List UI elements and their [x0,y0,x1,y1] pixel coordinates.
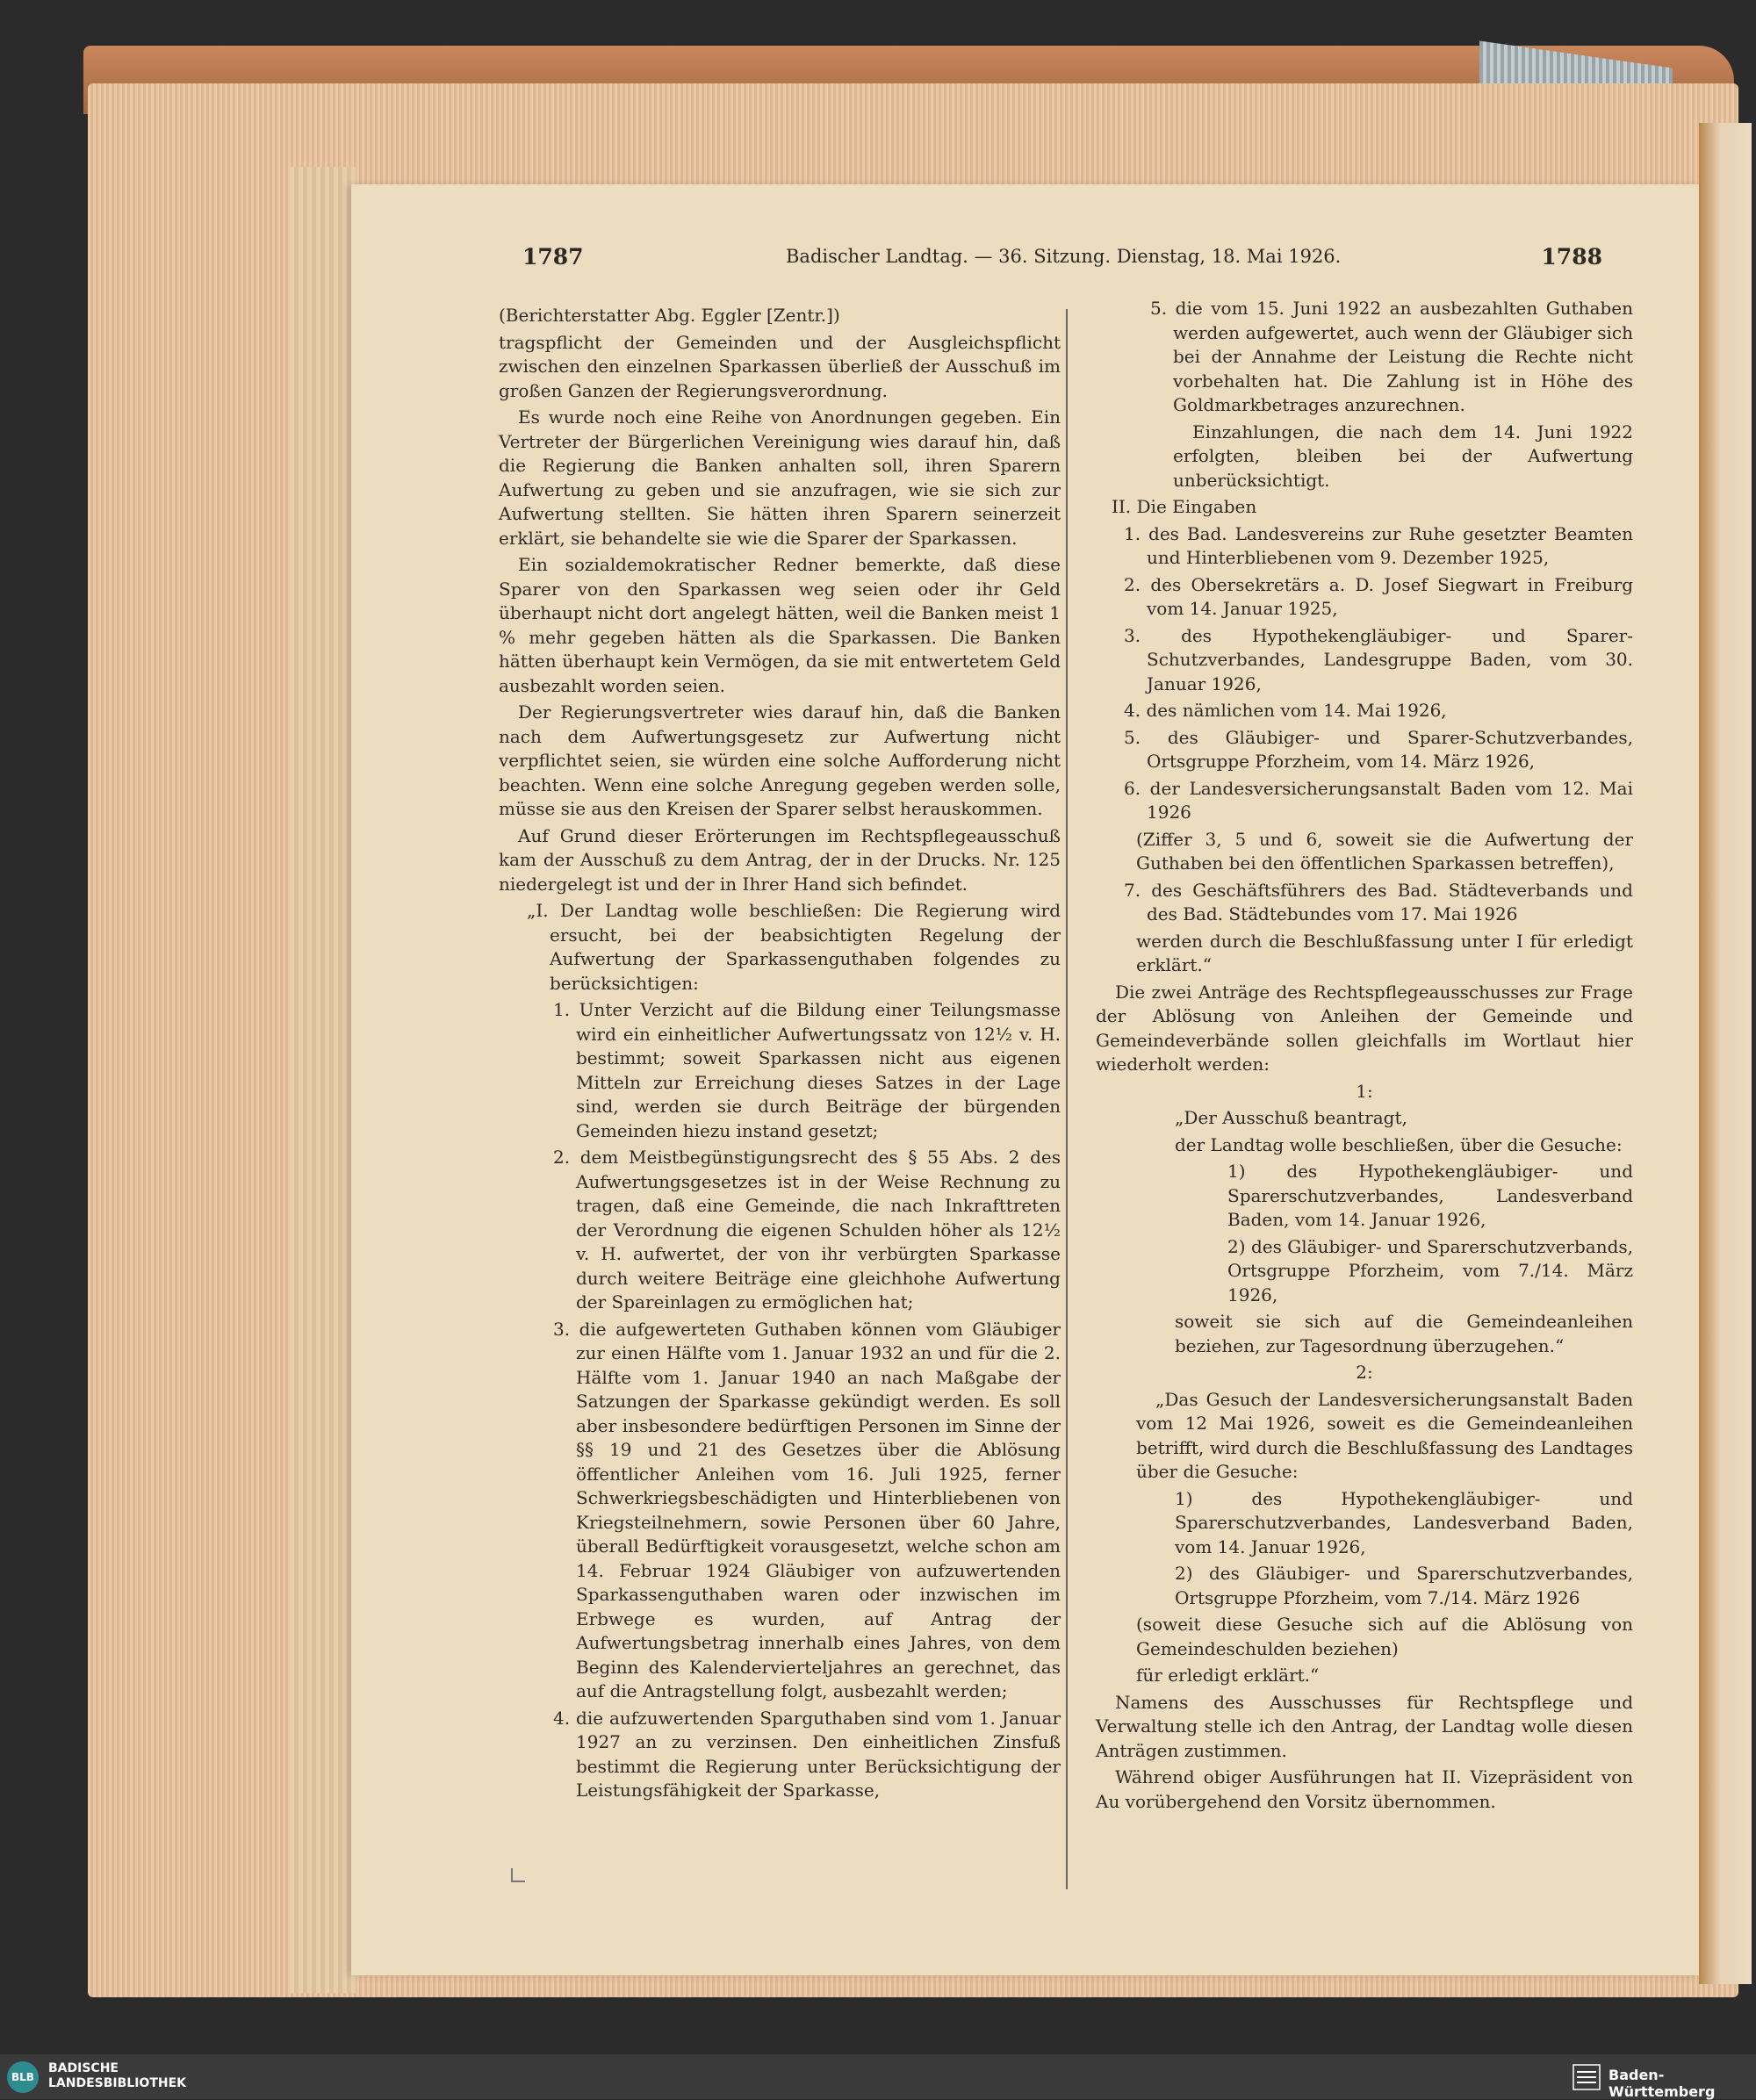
page-stack-shadow [290,167,356,1993]
motion-text: „Der Ausschuß beantragt, [1175,1107,1407,1128]
section-heading: II. Die Eingaben [1112,496,1257,517]
running-title: Badischer Landtag. — 36. Sitzung. Dienstag, 18. Mai 1926. [786,246,1342,267]
petition-item: 3. des Hypothekengläubiger- und Sparer-Schutzverbandes, Landesgruppe Baden, vom 30. Januar 1926, [1124,624,1633,694]
page-number-right: 1788 [1541,244,1602,270]
motion-item: 2) des Gläubiger- und Sparerschutzverbands, Ortsgruppe Pforzheim, vom 7./14. März 1926, [1227,1235,1633,1305]
motion-text: der Landtag wolle beschließen, über die Gesuche: [1175,1133,1623,1155]
library-name[interactable] [48,2061,186,2091]
library-name-line2: LANDESBIBLIOTHEK [48,2076,187,2090]
blb-logo-icon[interactable]: BLB [7,2061,39,2093]
motion-text: „Das Gesuch der Landesversicherungsanstalt Baden vom 12 Mai 1926, soweit es die Gemeindeanleihen betrifft, wird durch die Beschlußfassung des Landtages über die Gesuche: [1136,1388,1633,1482]
paragraph: werden durch die Beschlußfassung unter I für erledigt erklärt.“ [1136,930,1633,975]
viewer-footer [0,2054,1756,2099]
motion-item: 1) des Hypothekengläubiger- und Sparerschutzverbandes, Landesverband Baden, vom 14. Januar 1926, [1175,1487,1633,1557]
resolution-item: 5. die vom 15. Juni 1922 an ausbezahlten Guthaben werden aufgewertet, auch wenn der Gläubiger sich bei der Annahme der Leistung die Rechte nicht vorbehalten hat. Die Zahlung ist in Höhe des Goldmarkbetrages anzurechnen. [1150,298,1633,415]
motion-text: (soweit diese Gesuche sich auf die Ablösung von Gemeindeschulden beziehen) [1136,1614,1633,1659]
paragraph: Ein sozialdemokratischer Redner bemerkte, daß diese Sparer von den Sparkassen weg seien oder ihr Geld überhaupt nicht dort angelegt hätten, weil die Banken meist 1 % mehr gegeben hätten als die Sparkassen. Die Banken hätten überhaupt kein Vermögen, da sie mit entwertetem Geld ausbezahlt worden seien. [499,554,1061,696]
petition-item: 2. des Obersekretärs a. D. Josef Siegwart in Freiburg vom 14. Januar 1925, [1124,573,1633,619]
resolution-item: 4. die aufzuwertenden Sparguthaben sind vom 1. Januar 1927 an zu verzinsen. Den einheitlichen Zinsfuß bestimmt die Regierung unter Berücksichtigung der Leistungsfähigkeit der Sparkasse, [553,1707,1061,1801]
paragraph: Auf Grund dieser Erörterungen im Rechtspflegeausschuß kam der Ausschuß zu dem Antrag, der in der Drucks. Nr. 125 niedergelegt ist und der in Ihrer Hand sich befindet. [499,824,1061,895]
state-label[interactable]: Baden-Württemberg [1608,2067,1716,2100]
library-name-line1: BADISCHE [48,2061,119,2075]
speaker-note: (Berichterstatter Abg. Eggler [Zentr.]) [499,305,840,326]
resolution-intro: „I. Der Landtag wolle beschließen: Die Regierung wird ersucht, bei der beabsichtigten Regelung der Aufwertung der Sparkassenguthaben folgendes zu berücksichtigen: [527,900,1061,994]
motion-number: 1: [1356,1080,1373,1102]
resolution-item: 2. dem Meistbegünstigungsrecht des § 55 Abs. 2 des Aufwertungsgesetzes ist in der Weise Rechnung zu tragen, daß eine Gemeinde, die nach Inkrafttreten der Verordnung die eigenen Schulden höher als 12½ v. H. aufwertet, der von ihr verbürgten Sparkasse durch weitere Beiträge eine gleichhohe Aufwertung der Spareinlagen zu ermöglichen hat; [553,1147,1061,1312]
column-divider [1066,309,1068,1889]
corner-mark [511,1868,525,1882]
right-column [1096,297,1633,1816]
baden-wuerttemberg-crest-icon[interactable] [1572,2063,1601,2091]
petition-item: 5. des Gläubiger- und Sparer-Schutzverbandes, Ortsgruppe Pforzheim, vom 14. März 1926, [1124,726,1633,772]
resolution-item: 1. Unter Verzicht auf die Bildung einer Teilungsmasse wird ein einheitlicher Aufwertungssatz von 12½ v. H. bestimmt; soweit Sparkassen nicht aus eigenen Mitteln zur Erreichung dieses Satzes in der Lage sind, werden sie durch Beiträge der bürgenden Gemeinden hiezu instand gesetzt; [553,999,1061,1141]
motion-number: 2: [1356,1362,1373,1383]
page-number-left: 1787 [522,244,584,270]
paragraph: Der Regierungsvertreter wies darauf hin, daß die Banken nach dem Aufwertungsgesetz zur Aufwertung nicht verpflichtet seien, sie würden eine solche Aufforderung nicht beachten. Wenn eine solche Anregung gegeben werden solle, müsse sie aus den Kreisen der Sparer selbst herauskommen. [499,701,1061,819]
paragraph: tragspflicht der Gemeinden und der Ausgleichspflicht zwischen den einzelnen Sparkassen überließ der Ausschuß im großen Ganzen der Regierungsverordnung. [499,331,1061,401]
paragraph: Die zwei Anträge des Rechtspflegeausschusses zur Frage der Ablösung von Anleihen der Gemeinde und Gemeindeverbände sollen gleichfalls im Wortlaut hier wiederholt werden: [1096,981,1633,1075]
motion-item: 2) des Gläubiger- und Sparerschutzverbandes, Ortsgruppe Pforzheim, vom 7./14. März 1926 [1175,1563,1633,1608]
resolution-item: 3. die aufgewerteten Guthaben können vom Gläubiger zur einen Hälfte vom 1. Januar 1932 an und für die 2. Hälfte vom 1. Januar 1940 an nach Maßgabe der Satzungen der Sparkasse gekündigt werden. Es soll aber insbesondere bedürftigen Personen im Sinne der §§ 19 und 21 des Gesetzes über die Ablösung öffentlicher Anleihen vom 16. Juli 1925, ferner Schwerkriegsbeschädigten und Hinterbliebenen von Kriegsteilnehmern, sowie Personen über 60 Jahre, überall Bedürftigkeit vorausgesetzt, welche schon am 14. Februar 1924 Gläubiger von aufzuwertenden Sparkassenguthaben waren oder inzwischen im Erbwege es wurden, auf Antrag der Aufwertungsbetrag innerhalb eines Jahres, von dem Beginn des Kalendervierteljahres an gerechnet, das auf die Antragstellung folgt, ausbezahlt werden; [553,1318,1061,1701]
paragraph: Namens des Ausschusses für Rechtspflege und Verwaltung stelle ich den Antrag, der Landtag wolle diesen Anträgen zustimmen. [1096,1691,1633,1761]
paragraph: Es wurde noch eine Reihe von Anordnungen gegeben. Ein Vertreter der Bürgerlichen Vereinigung wies darauf hin, daß die Regierung die Banken anhalten soll, ihren Sparern Aufwertung zu geben und sie anzufragen, wie sie sich zur Aufwertung stellten. Sie hätten ihren Sparern seinerzeit erklärt, sie behandelte sie wie die Sparer der Sparkassen. [499,406,1061,549]
petition-item: 7. des Geschäftsführers des Bad. Städteverbands und des Bad. Städtebundes vom 17. Mai 1926 [1124,879,1633,924]
paragraph: Während obiger Ausführungen hat II. Vizepräsident von Au vorübergehend den Vorsitz übernommen. [1096,1766,1633,1812]
petition-item: 6. der Landesversicherungsanstalt Baden vom 12. Mai 1926 [1124,777,1633,823]
left-column [499,304,1061,1806]
petition-item: 4. des nämlichen vom 14. Mai 1926, [1124,700,1447,721]
paragraph: Einzahlungen, die nach dem 14. Juni 1922 erfolgten, bleiben bei der Aufwertung unberücksichtigt. [1173,421,1633,491]
motion-text: für erledigt erklärt.“ [1136,1665,1320,1686]
paragraph: (Ziffer 3, 5 und 6, soweit sie die Aufwertung der Guthaben bei den öffentlichen Sparkassen betreffen), [1136,828,1633,874]
petition-item: 1. des Bad. Landesvereins zur Ruhe gesetzter Beamten und Hinterbliebenen vom 9. Dezember 1925, [1124,522,1633,568]
facing-page-edge [1699,123,1752,1984]
motion-text: soweit sie sich auf die Gemeindeanleihen beziehen, zur Tagesordnung überzugehen.“ [1175,1311,1633,1356]
page-header [522,244,1602,279]
motion-item: 1) des Hypothekengläubiger- und Sparerschutzverbandes, Landesverband Baden, vom 14. Januar 1926, [1227,1161,1633,1230]
